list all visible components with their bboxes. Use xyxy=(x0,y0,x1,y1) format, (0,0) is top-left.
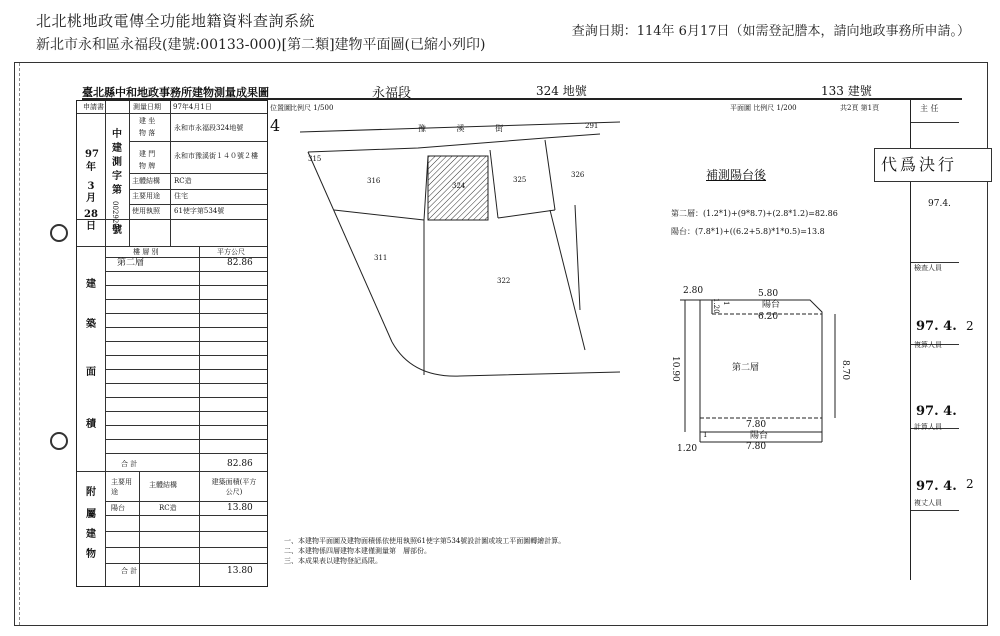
punch-hole-top xyxy=(50,224,68,242)
surveyor-label: 複丈人員 xyxy=(914,499,942,507)
building-number: 133 建號 xyxy=(821,84,872,98)
total-label: 合 計 xyxy=(121,460,138,468)
floor-1-name: 第二層 xyxy=(117,258,145,268)
query-date: 查詢日期：114年 6月17日（如需登記謄本，請向地政事務所申請。） xyxy=(571,24,970,39)
site-location-map xyxy=(300,110,620,410)
floor-plan-scale: 平面圖 比例尺 1/200 xyxy=(730,104,797,112)
door-label-1: 建 門 xyxy=(139,150,156,158)
annex-use: 陽台 xyxy=(111,504,125,512)
fu-char: 附 xyxy=(86,487,96,498)
license-value: 61使字第534號 xyxy=(174,207,225,215)
note-1: 一、本建物平面圖及建物面積係依使用執照61使字第534號設計圖或竣工平面圖轉繪計算。 xyxy=(284,537,566,545)
notes-block xyxy=(284,536,565,566)
survey-date-value: 97年4月1日 xyxy=(173,103,212,111)
floor-area-calc: 第二層：(1.2*1)+(9*8.7)+(2.8*1.2)=82.86 xyxy=(671,209,838,218)
dim-1-20-bottom: 1.20 xyxy=(677,444,698,454)
surveyor-date: 97. 4. xyxy=(916,479,957,494)
survey-date-label: 測量日期 xyxy=(133,103,161,111)
annex-area-header: 建築面積(平方公尺) xyxy=(211,478,257,496)
location-label-1: 建 坐 xyxy=(139,117,156,125)
dim-1-bottom: 1 xyxy=(703,431,708,439)
lot-291: 291 xyxy=(585,122,599,130)
jian-char: 建 xyxy=(112,143,122,154)
lot-number: 324 地號 xyxy=(536,84,587,98)
north-arrow-icon: 4 xyxy=(270,116,281,135)
punch-hole-bottom xyxy=(50,432,68,450)
chief-label: 主 任 xyxy=(920,104,939,113)
stamp-date: 97.4. xyxy=(928,199,951,209)
balcony-area-calc: 陽台：(7.8*1)+((6.2+5.8)*1*0.5)=13.8 xyxy=(671,227,825,236)
applicant-label: 申請書 xyxy=(83,103,104,111)
date-month-char: 月 xyxy=(86,193,96,204)
site-map-scale-label: 位置圖 xyxy=(270,104,291,112)
dim-1-20-top: 1.20 xyxy=(712,298,720,314)
approval-stamp: 代爲決行 xyxy=(874,148,992,182)
site-map-scale: 比例尺 1/500 xyxy=(290,104,334,112)
lot-326: 326 xyxy=(571,171,585,179)
system-title: 北北桃地政電傳全功能地籍資料查詢系統 xyxy=(36,12,316,30)
page-count: 共2頁 第1頁 xyxy=(840,104,880,112)
note-2: 二、本建物係四層建物本建僅測量第 層部份。 xyxy=(284,547,431,555)
dim-7-80-bottom: 7.80 xyxy=(746,442,767,452)
door-label-2: 物 牌 xyxy=(139,162,156,170)
zhu-area-char: 築 xyxy=(86,319,96,330)
structure-label: 主體結構 xyxy=(132,177,160,185)
license-label: 使用執照 xyxy=(132,207,160,215)
location-value: 永和市永福段324地號 xyxy=(174,124,244,132)
jian-annex-char: 建 xyxy=(86,529,96,540)
lot-325: 325 xyxy=(513,176,527,184)
dim-top-5-80: 5.80 xyxy=(758,289,779,299)
dim-top-left: 2.80 xyxy=(683,286,704,296)
floor-plan-title: 補測陽台後 xyxy=(706,168,767,182)
note-3: 三、本成果表以建物登記爲限。 xyxy=(284,557,382,565)
dim-7-80-mid: 7.80 xyxy=(746,420,767,430)
annex-area: 13.80 xyxy=(227,503,253,513)
structure-value: RC造 xyxy=(174,177,192,185)
reviewer-suffix: 2 xyxy=(966,319,974,333)
shu-char: 屬 xyxy=(86,509,96,520)
door-value: 永和市豫溪街１４０號２樓 xyxy=(174,152,258,160)
room-label: 第二層 xyxy=(732,363,760,373)
lot-316: 316 xyxy=(367,177,381,185)
dim-top-6-20: 6.20 xyxy=(758,312,779,322)
main-use-value: 住宅 xyxy=(174,192,188,200)
ce-char: 測 xyxy=(112,157,122,168)
area-header: 平方公尺 xyxy=(217,248,245,256)
mian-area-char: 面 xyxy=(86,367,96,378)
date-year: 97 xyxy=(85,149,99,160)
date-year-char: 年 xyxy=(86,162,96,173)
section-name: 永福段 xyxy=(372,86,412,101)
street-name: 豫 溪 街 xyxy=(418,124,518,133)
case-number: 002920 xyxy=(111,201,119,228)
wu-char: 物 xyxy=(86,549,96,560)
hao-char: 號 xyxy=(112,225,122,236)
dim-right: 8.70 xyxy=(840,360,850,381)
zi-char: 字 xyxy=(112,171,122,182)
document-title: 臺北縣中和地政事務所建物測量成果圖 xyxy=(82,86,269,99)
date-month: 3 xyxy=(87,181,95,192)
total-value: 82.86 xyxy=(227,459,253,469)
annex-total-label: 合 計 xyxy=(121,567,138,575)
lot-324: 324 xyxy=(452,182,466,190)
lot-311: 311 xyxy=(374,254,388,262)
zhong-char: 中 xyxy=(112,129,122,140)
balcony-top-label: 陽台 xyxy=(762,300,781,310)
reviewer-label: 複算人員 xyxy=(914,341,942,349)
main-use-label: 主要用途 xyxy=(132,192,160,200)
date-day-char: 日 xyxy=(86,221,96,232)
location-label-2: 物 落 xyxy=(139,129,156,137)
floor-1-area: 82.86 xyxy=(227,258,253,268)
date-day: 28 xyxy=(84,209,98,220)
building-info-table xyxy=(76,100,268,587)
lot-322: 322 xyxy=(497,277,511,285)
ji-area-char: 積 xyxy=(86,419,96,430)
calculator-label: 計算人員 xyxy=(914,423,942,431)
annex-structure-header: 主體結構 xyxy=(149,481,177,489)
annex-structure: RC造 xyxy=(159,504,177,512)
annex-use-header: 主要用途 xyxy=(111,478,132,496)
document-subtitle: 新北市永和區永福段(建號:00133-000)[第二類]建物平面圖(已縮小列印) xyxy=(36,37,486,53)
annex-total-value: 13.80 xyxy=(227,566,253,576)
calculator-date: 97. 4. xyxy=(916,404,957,419)
dim-1-top: 1 xyxy=(722,301,730,306)
lot-315: 315 xyxy=(308,155,322,163)
floor-header: 樓 層 別 xyxy=(133,248,159,256)
dim-left: 10.90 xyxy=(670,356,680,382)
di-char: 第 xyxy=(112,185,122,196)
reviewer-date: 97. 4. xyxy=(916,319,957,334)
balcony-bottom-label: 陽台 xyxy=(750,431,769,441)
jian-area-char: 建 xyxy=(86,279,96,290)
surveyor-suffix: 2 xyxy=(966,477,974,491)
checker-label: 檢查人員 xyxy=(914,264,942,272)
